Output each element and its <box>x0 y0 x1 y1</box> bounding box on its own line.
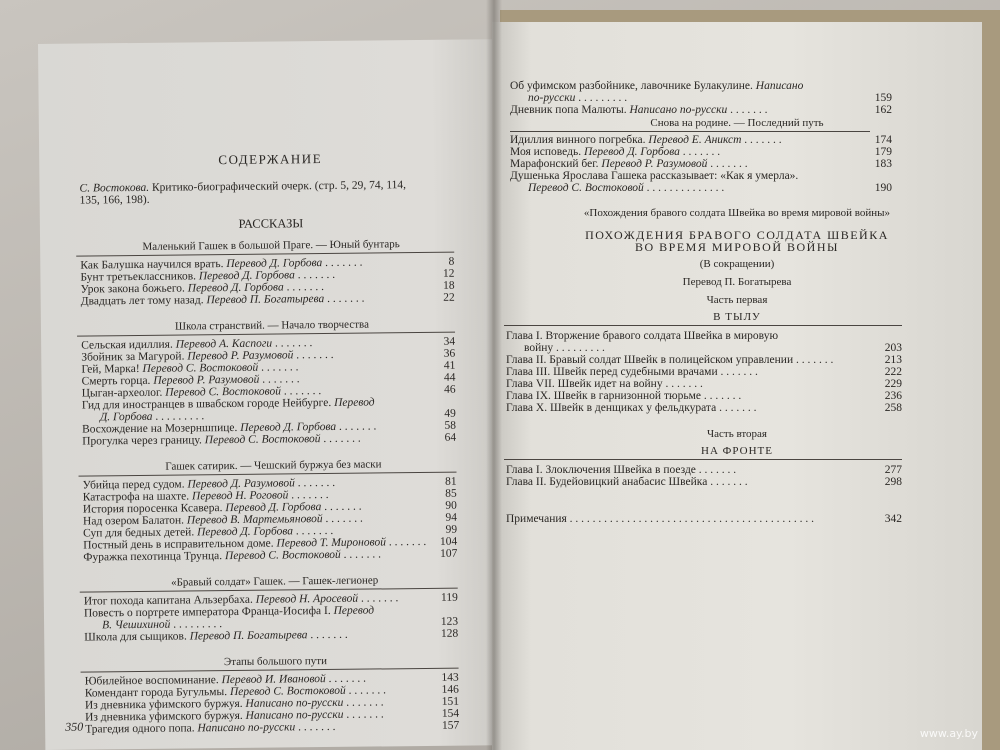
entry-page: 22 <box>443 291 455 304</box>
entry-page: 99 <box>445 523 458 536</box>
entry-translator: Перевод <box>333 604 375 617</box>
entry-text: Глава IX. Швейк в гарнизонной тюрьме . . . . . . . <box>506 390 742 402</box>
entry-page: 258 <box>884 402 902 414</box>
entry-text: Постный день в исправительном доме. Перевод Т. Мироновой . . . . . . . <box>83 535 427 552</box>
entry-title: Убийца перед судом. <box>82 478 185 492</box>
entry-translator: Перевод Д. Горбова <box>226 257 323 271</box>
entry-translator: Перевод Р. Разумовой <box>601 158 708 170</box>
entry-text: Катастрофа на шахте. Перевод Н. Роговой . . . . . . . <box>82 488 329 504</box>
divider <box>504 325 902 326</box>
entry-title: Дневник попа Малюты. <box>510 104 627 116</box>
group-heading: Маленький Гашек в большой Праге. — Юный бунтарь <box>142 238 400 253</box>
entry-title: Глава II. Бравый солдат Швейк в полицейском управлении <box>506 354 794 366</box>
entry-translator: Написано по-русски <box>245 696 344 710</box>
entry-text: Глава VII. Швейк идет на войну . . . . . . . <box>506 378 703 390</box>
entry-translator: Перевод Д. Горбова <box>225 501 322 515</box>
entry-title: Прогулка через границу. <box>82 434 202 448</box>
toc-entry <box>84 671 459 688</box>
entry-page: 85 <box>445 487 457 500</box>
part-two-label: Часть вторая <box>706 428 767 440</box>
entry-translator: В. Чешихиной <box>102 618 171 632</box>
entry-translator: Перевод Н. Аросевой <box>255 592 359 606</box>
entry-page: 64 <box>444 431 457 444</box>
entry-text: Как Балушка научился врать. Перевод Д. Горбова . . . . . . . <box>80 256 363 272</box>
entry-page: 213 <box>884 354 902 366</box>
entry-text: Глава X. Швейк в денщиках у фельдкурата . . . . . . . <box>506 402 757 414</box>
entry-text: Перевод С. Востоковой . . . . . . . . . . . . . . <box>528 182 725 194</box>
entry-page: 179 <box>874 146 892 158</box>
entry-page: 190 <box>874 182 892 194</box>
entry-text: Дневник попа Малюты. Написано по-русски . . . . . . . <box>510 104 768 116</box>
entry-translator: Перевод С. Востоковой <box>528 182 644 194</box>
part-one-label: Часть первая <box>706 294 768 306</box>
entry-text: Из дневника уфимского буржуя. Написано по-русски . . . . . . . <box>84 696 384 712</box>
entry-page: 151 <box>441 695 459 708</box>
page-number: 350 <box>65 719 84 734</box>
entry-translator: Написано <box>755 80 804 92</box>
entry-page: 183 <box>874 158 892 170</box>
entry-text: Д. Горбова . . . . . . . . . <box>99 410 205 424</box>
entry-page: 159 <box>874 92 892 104</box>
entry-page: 128 <box>440 627 459 640</box>
entry-translator: Перевод С. Востоковой <box>142 361 259 375</box>
entry-text: Трагедия одного попа. Написано по-русски . . . . . . . <box>85 720 336 736</box>
toc-entry <box>82 475 457 492</box>
entry-title: Идиллия винного погребка. <box>510 134 646 146</box>
group-heading: Гашек сатирик. — Чешский буржуа без маски <box>165 458 382 473</box>
entry-translator: Перевод П. Богатырева <box>206 293 325 307</box>
entry-translator: Написано по-русски <box>629 104 728 116</box>
section-stories: РАССКАЗЫ <box>238 216 304 231</box>
entry-page: 104 <box>439 535 458 548</box>
entry-translator: Перевод Д. Разумовой <box>187 477 295 491</box>
entry-text: Двадцать лет тому назад. Перевод П. Богатырева . . . . . . . <box>80 292 365 308</box>
entry-page: 157 <box>441 719 460 732</box>
novel-title-line-2: ВО ВРЕМЯ МИРОВОЙ ВОЙНЫ <box>635 240 839 254</box>
entry-translator: Перевод С. Востоковой <box>165 385 282 399</box>
entry-text: войну . . . . . . . . . <box>524 342 605 354</box>
entry-translator: Д. Горбова <box>99 410 153 424</box>
entry-title: Глава I. Злоключения Швейка в поезде <box>506 464 696 476</box>
entry-translator: Перевод Д. Горбова <box>240 420 337 434</box>
entry-title: Катастрофа на шахте. <box>82 490 190 504</box>
entry-text: Идиллия винного погребка. Перевод Е. Аникст . . . . . . . <box>510 134 782 146</box>
entry-page: 229 <box>884 378 902 390</box>
watermark: www.ay.by <box>919 727 978 740</box>
entry-title: Повесть о портрете императора Франца-Иосифа I. <box>83 604 331 620</box>
entry-text: Убийца перед судом. Перевод Д. Разумовой . . . . . . . <box>82 476 336 492</box>
entry-text: Юбилейное воспоминание. Перевод И. Ивановой . . . . . . . <box>84 672 367 688</box>
entry-page: 58 <box>444 419 457 432</box>
entry-translator: Перевод С. Востоковой <box>224 548 341 563</box>
entry-title: Гид для иностранцев в швабском городе Нейбурге. <box>81 396 332 412</box>
entry-page: 143 <box>441 671 459 684</box>
entry-text: Збойник за Магурой. Перевод Р. Разумовой . . . . . . . <box>81 348 334 364</box>
entry-text <box>510 80 803 92</box>
entry-text: Над озером Балатон. Перевод В. Мартемьяновой . . . . . . . <box>82 512 363 528</box>
entry-text: Итог похода капитана Альзербаха. Перевод Н. Аросевой . . . . . . . <box>83 592 399 608</box>
entry-translator: Перевод Н. Роговой <box>191 489 289 503</box>
abridged-note: (В сокращении) <box>699 258 775 270</box>
entry-translator: Перевод <box>334 396 375 409</box>
entry-page: 222 <box>884 366 902 378</box>
entry-title: Глава III. Швейк перед судебными врачами <box>506 366 718 378</box>
entry-page: 90 <box>445 499 457 512</box>
entry-translator: Перевод Р. Разумовой <box>153 373 260 387</box>
entry-translator: Перевод А. Каспоги <box>175 337 273 351</box>
novel-translator: Перевод П. Богатырева <box>682 276 792 288</box>
entry-text: Школа для сыщиков. Перевод П. Богатырева . . . . . . . <box>84 628 348 644</box>
entry-text: Смерть горца. Перевод Р. Разумовой . . . . . . . <box>81 373 300 388</box>
entry-page: 203 <box>884 342 902 354</box>
entry-translator: Перевод С. Востоковой <box>229 684 346 699</box>
entry-text: Комендант города Бугульмы. Перевод С. Востоковой . . . . . . . <box>84 684 387 700</box>
entry-title: Урок закона божьего. <box>80 282 185 296</box>
entry-translator: Перевод Д. Горбова <box>187 281 284 295</box>
entry-page: 154 <box>441 707 460 720</box>
entry-text: Бунт третьеклассников. Перевод Д. Горбова . . . . . . . <box>80 268 336 284</box>
entry-page: 46 <box>444 383 456 396</box>
entry-title: Сельская идиллия. <box>81 338 173 352</box>
entry-title: Цыган-археолог. <box>81 386 163 400</box>
group-heading: Этапы большого пути <box>223 655 328 669</box>
toc-entry <box>83 591 458 608</box>
entry-text: Глава III. Швейк перед судебными врачами . . . . . . . <box>506 366 758 378</box>
entry-title: Бунт третьеклассников. <box>80 270 197 284</box>
intro-line-1 <box>79 179 406 194</box>
entry-page: 8 <box>448 255 455 268</box>
entry-title: Смерть горца. <box>81 374 151 388</box>
entry-title: Глава II. Будейовицкий анабасис Швейка <box>506 476 708 488</box>
notes-page: 342 <box>884 513 902 525</box>
entry-page: 298 <box>884 476 902 488</box>
entry-text <box>506 330 778 342</box>
left-page <box>38 39 507 750</box>
entry-text: Сельская идиллия. Перевод А. Каспоги . . . . . . . <box>81 337 313 352</box>
entry-title: Збойник за Магурой. <box>81 350 185 364</box>
entry-title: Моя исповедь. <box>510 146 582 158</box>
entry-title: Как Балушка научился врать. <box>80 258 224 272</box>
toc-entry <box>80 255 455 272</box>
novel-section-heading: «Похождения бравого солдата Швейка во время мировой войны» <box>583 207 891 219</box>
entry-title: Трагедия одного попа. <box>85 722 195 736</box>
entry-text: История поросенка Ксавера. Перевод Д. Горбова . . . . . . . <box>82 500 362 516</box>
entry-text: Глава I. Злоключения Швейка в поезде . . . . . . . <box>506 464 737 476</box>
entry-page: 277 <box>884 464 902 476</box>
entry-text: Суп для бедных детей. Перевод Д. Горбова . . . . . . . <box>83 524 334 540</box>
entry-page: 174 <box>874 134 892 146</box>
entry-translator: Перевод В. Мартемьяновой <box>186 513 323 527</box>
divider <box>510 131 870 132</box>
entry-title: Суп для бедных детей. <box>83 526 195 540</box>
entry-title: История поросенка Ксавера. <box>82 502 223 516</box>
entry-text: Глава II. Бравый солдат Швейк в полицейском управлении . . . . . . . <box>506 354 834 366</box>
entry-text: Восхождение на Мозерншпице. Перевод Д. Горбова . . . . . . . <box>81 420 377 436</box>
entry-page: 12 <box>442 267 455 280</box>
divider <box>504 459 902 460</box>
entry-page: 236 <box>884 390 902 402</box>
entry-page: 146 <box>441 683 459 696</box>
entry-title: Глава X. Швейк в денщиках у фельдкурата <box>506 402 717 414</box>
entry-text: Фуражка пехотинца Трунца. Перевод С. Востоковой . . . . . . . <box>83 548 382 564</box>
entry-title: Об уфимском разбойнике, лавочнике Булакулине. <box>510 80 753 92</box>
entry-text: Прогулка через границу. Перевод С. Востоковой . . . . . . . <box>82 432 361 448</box>
entry-title: Школа для сыщиков. <box>84 630 187 644</box>
entry-text: В. Чешихиной . . . . . . . . . <box>102 618 223 632</box>
entry-text: Цыган-археолог. Перевод С. Востоковой . . . . . . . <box>81 385 322 400</box>
entry-title: Глава I. Вторжение бравого солдата Швейка в мировую <box>506 330 779 342</box>
group-heading: «Бравый солдат» Гашек. — Гашек-легионер <box>170 574 379 589</box>
entry-title: Гей, Марка! <box>81 362 140 376</box>
entry-title: Комендант города Бугульмы. <box>84 686 228 700</box>
homeland-heading: Снова на родине. — Последний путь <box>650 117 824 129</box>
entry-title: Из дневника уфимского буржуя. <box>84 709 243 724</box>
notes-label: Примечания . . . . . . . . . . . . . . . . . . . . . . . . . . . . . . . . . . . . . . . . . . . <box>506 513 815 525</box>
entry-translator: Перевод И. Ивановой <box>221 673 326 687</box>
entry-page: 18 <box>442 279 455 292</box>
toc-entry <box>81 335 456 352</box>
entry-page: 49 <box>444 407 456 420</box>
entry-translator: Перевод Е. Аникст <box>648 134 742 146</box>
part-two-title: НА ФРОНТЕ <box>701 445 773 457</box>
entry-translator: Перевод Р. Разумовой <box>187 349 294 363</box>
entry-title: Восхождение на Мозерншпице. <box>81 421 238 436</box>
intro-author: С. Востокова. <box>79 181 150 195</box>
entry-title: Из дневника уфимского буржуя. <box>84 697 243 712</box>
entry-translator: Перевод Д. Горбова <box>198 269 295 283</box>
entry-page: 44 <box>443 371 456 384</box>
entry-text: Глава II. Будейовицкий анабасис Швейка . . . . . . . <box>506 476 748 488</box>
entry-title: Фуражка пехотинца Трунца. <box>83 550 223 564</box>
entry-text: Гей, Марка! Перевод С. Востоковой . . . . . . . <box>81 361 299 376</box>
entry-text: Урок закона божьего. Перевод Д. Горбова . . . . . . . <box>80 281 324 296</box>
intro-text: Критико-биографический очерк. (стр. 5, 29, 74, 114, <box>151 179 407 194</box>
entry-title: Итог похода капитана Альзербаха. <box>83 593 253 608</box>
entry-translator: Перевод Д. Горбова <box>583 146 680 158</box>
book-gutter <box>486 0 502 750</box>
entry-title: Постный день в исправительном доме. <box>83 537 274 552</box>
entry-title: Юбилейное воспоминание. <box>84 674 219 688</box>
entry-page: 81 <box>445 475 457 488</box>
entry-translator: по-русски <box>528 92 576 104</box>
entry-title: Марафонский бег. <box>510 158 599 170</box>
entry-title: войну <box>524 342 554 354</box>
entry-page: 162 <box>874 104 892 116</box>
entry-text <box>82 396 375 411</box>
entry-page: 94 <box>445 511 458 524</box>
entry-title: Глава IX. Швейк в гарнизонной тюрьме <box>506 390 701 402</box>
entry-text: Моя исповедь. Перевод Д. Горбова . . . . . . . <box>510 146 721 158</box>
entry-translator: Перевод П. Богатырева <box>189 629 308 643</box>
entry-translator: Перевод С. Востоковой <box>204 433 321 447</box>
entry-page: 107 <box>440 547 458 560</box>
entry-title: Двадцать лет тому назад. <box>80 294 204 308</box>
entry-text: по-русски . . . . . . . . . <box>528 92 628 104</box>
entry-page: 119 <box>440 591 458 604</box>
entry-text: Марафонский бег. Перевод Р. Разумовой . . . . . . . <box>510 158 748 170</box>
entry-page: 41 <box>443 359 456 372</box>
entry-translator: Перевод Т. Мироновой <box>276 536 386 550</box>
entry-title: Глава VII. Швейк идет на войну <box>506 378 663 390</box>
entry-title: Над озером Балатон. <box>82 514 185 528</box>
entry-title: Душенька Ярослава Гашека рассказывает: «Как я умерла». <box>510 170 799 182</box>
entry-page: 123 <box>440 615 459 628</box>
entry-translator: Написано по-русски <box>245 708 344 722</box>
entry-text: Из дневника уфимского буржуя. Написано по-русски . . . . . . . <box>84 708 384 724</box>
entry-translator: Перевод Д. Горбова <box>196 525 294 539</box>
entry-page: 34 <box>443 335 456 348</box>
group-heading: Школа странствий. — Начало творчества <box>174 318 370 333</box>
novel-title-line-1: ПОХОЖДЕНИЯ БРАВОГО СОЛДАТА ШВЕЙКА <box>585 228 889 242</box>
entry-page: 36 <box>443 347 456 360</box>
entry-text <box>84 605 374 620</box>
part-one-title: В ТЫЛУ <box>713 311 761 323</box>
right-page <box>492 22 982 750</box>
contents-title: СОДЕРЖАНИЕ <box>218 151 323 168</box>
entry-translator: Написано по-русски <box>197 721 296 735</box>
intro-line-2: 135, 166, 198). <box>79 193 150 207</box>
